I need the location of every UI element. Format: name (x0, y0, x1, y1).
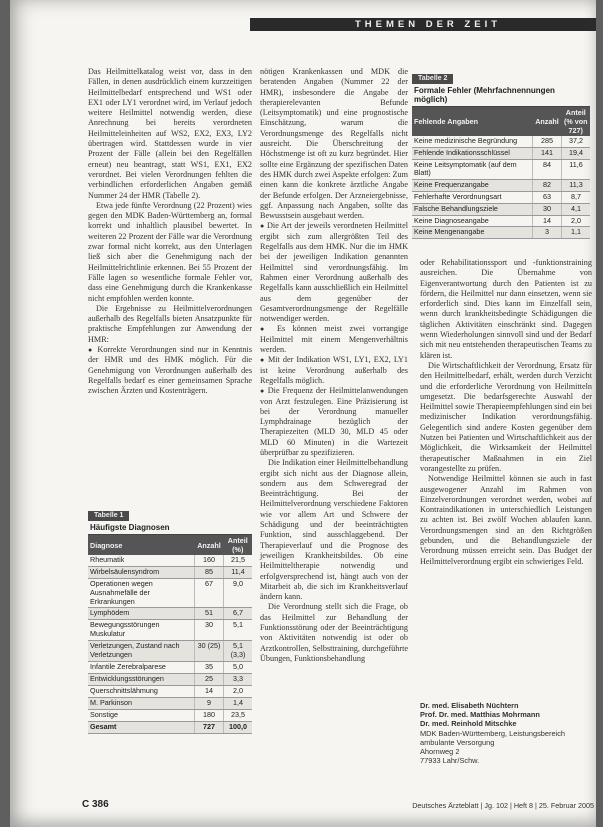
table-cell-value: 37,2 (562, 136, 591, 147)
table-cell-label: Fehlerhafte Verordnungsart (412, 191, 533, 203)
table-row (412, 203, 590, 215)
table-row (412, 159, 590, 180)
table-cell-value: 5,0 (224, 661, 253, 673)
table-row (88, 721, 252, 733)
table-header: Fehlende Angaben (412, 107, 533, 136)
table-cell-value: 1,4 (224, 697, 253, 709)
table-header: Anzahl (195, 535, 224, 555)
table-cell-value: 9 (195, 697, 224, 709)
table-cell-value: 3 (533, 227, 562, 239)
table-cell-value: 285 (533, 136, 562, 147)
table-row (88, 620, 252, 641)
table-cell-label: Querschnittslähmung (88, 685, 195, 697)
table-row (412, 227, 590, 239)
table-formal-errors (412, 67, 590, 239)
table-cell-value: 19,4 (562, 147, 591, 159)
address-line: 77933 Lahr/Schw. (420, 756, 480, 766)
bullet-paragraph: ● Korrekte Verordnungen sind nur in Kenntnis der HMR und des HMK möglich. Für die Genehmigung von Verordnungen außerhalb des Regelfalls bedarf es einer gemeinsamen Sprache zwischen Ärzten und Kostenträgern. (88, 345, 252, 396)
table-cell-value: 160 (195, 555, 224, 567)
table-cell-value: 85 (195, 567, 224, 579)
address-line: MDK Baden-Württemberg, Leistungsbereich (420, 728, 566, 738)
address-line: Ahornweg 2 (420, 747, 460, 757)
paragraph: Die Ergebnisse zu Heilmittelverordnungen außerhalb des Regelfalls bieten Ansatzpunkte für praktische Empfehlungen zur Anwendung der HMR: (88, 303, 252, 344)
table-caption: Häufigste Diagnosen (88, 522, 252, 535)
table-header: Anteil (%) (224, 535, 253, 555)
table-row (412, 191, 590, 203)
table-cell-label: Gesamt (88, 721, 195, 733)
table-cell-value: 21,5 (224, 555, 253, 567)
table-cell-label: Wirbelsäulensyndrom (88, 567, 195, 579)
table-cell-label: Keine medizinische Begründung (412, 136, 533, 147)
table-cell-value: 9,0 (224, 579, 253, 608)
table-cell-value: 11,6 (562, 159, 591, 180)
table-cell-label: Keine Diagnoseangabe (412, 215, 533, 227)
paragraph: oder Rehabilitationssport und -funktionstraining ausreichen. Die Übernahme von Eigenverantwortung durch den Patienten ist zu fördern, die Heilmittel nur dann einsetzen, wenn sie erforderlich sind. Dies kann im Einzelfall sein, wenn durch krankheitsbedingte Schädigungen die täglichen Aktivitäten einschränkt sind. Dagegen wenn Wiederholungen sinnvoll sind und der Bedarf sich mit neu entstehenden therapeutischen Teams zu klären ist. (420, 258, 592, 360)
table-tag: Tabelle 2 (412, 74, 453, 84)
table-cell-value: 5,1 (3,3) (224, 640, 253, 661)
table-cell-label: Rheumatik (88, 555, 195, 567)
paragraph: nötigen Krankenkassen und MDK die beratenden Angaben (Nummer 22 der HMR), insbesondere die Angabe der therapierelevanten Befunde (Leitsymptomatik) und eine prognostische Einschätzung, warum die Verordnungsmenge des Regelfalls nicht ausreicht. Die Überschreitung der Höchstmenge ist oft zu kurz begründet. Hier sollte eine Ergänzung der spezifischen Daten des HMK durch zwei Aspekte erfolgen: Zum einen kann die konkrete ärztliche Angabe der Befunde erfolgen. Der Arzneiergebnisse, ggf. Anpassung nach Angaben, sollte das Bewusstsein ausgebaut werden. (260, 67, 408, 221)
table-row (88, 673, 252, 685)
table-cell-label: Keine Frequenzangabe (412, 180, 533, 192)
table-body (412, 136, 590, 239)
table-tag: Tabelle 1 (88, 511, 129, 521)
table-cell-value: 180 (195, 709, 224, 721)
table-row (88, 697, 252, 709)
table-cell-value: 4,1 (562, 203, 591, 215)
table-cell-value: 30 (533, 203, 562, 215)
table-row (88, 579, 252, 608)
table-cell-value: 23,5 (224, 709, 253, 721)
table-cell-label: Lymphödem (88, 608, 195, 620)
table-header: Anteil (% von 727) (562, 107, 591, 136)
table-cell-value: 5,1 (224, 620, 253, 641)
table-cell-label: Infantile Zerebralparese (88, 661, 195, 673)
section-title: THEMEN DER ZEIT (354, 19, 502, 30)
table-row (412, 180, 590, 192)
paragraph: Die Verordnung stellt sich die Frage, ob das Heilmittel zur Behandlung der Funktionsstörung oder der Beeinträchtigung von Aktivitäten notwendig ist oder ob Arztkontrollen, Selbsttraining, durchgeführte Übungen, Funktionsbehandlung (260, 602, 408, 663)
table-cell-value: 63 (533, 191, 562, 203)
table-cell-value: 30 (195, 620, 224, 641)
table-cell-label: Bewegungsstörungen Muskulatur (88, 620, 195, 641)
table-cell-value: 2,0 (224, 685, 253, 697)
table-cell-value: 727 (195, 721, 224, 733)
paragraph: Das Heilmittelkatalog weist vor, dass in den Fällen, in denen ausdrücklich einem kurzzeitigen Heilmittelbedarf entsprechend und WS1 oder EX1 oder LY1 verordnet wird, im Verlauf jedoch weitere Heilmittel notwendig werden, diese Anrechnung bei bereits verordneten Heilmitteleinheiten auf WS2, EX2, EX3, LY2 übertragen wird. Stattdessen wurde in vier Prozent der Fälle (allein bei den Regelfällen erneut) neu beantragt, statt WS1, EX1, EX2 verordnet. Bei vielen Verordnungen fehlten die verbindlichen erforderlichen Angaben gemäß Nummer 24 der HMR (Tabelle 2). (88, 67, 252, 200)
table-cell-value: 82 (533, 180, 562, 192)
table-header: Anzahl (533, 107, 562, 136)
bullet-paragraph: ● Die Frequenz der Heilmittelanwendungen von Arzt festzulegen. Eine Präzisierung ist bei der Verordnung manueller Lymphdrainage bezüglich der Therapiezeiten (MLD 30, MLD 45 oder MLD 60 Minuten) in die Wartezeit überprüfbar zu spezifizieren. (260, 386, 408, 458)
address-line: ambulante Versorgung (420, 737, 495, 747)
table-cell-value: 2,0 (562, 215, 591, 227)
table-row (88, 685, 252, 697)
table-row (88, 555, 252, 567)
author-line: Dr. med. Elisabeth Nüchtern (420, 701, 519, 710)
table-cell-label: M. Parkinson (88, 697, 195, 709)
table-cell-value: 3,3 (224, 673, 253, 685)
bullet-paragraph: ● Mit der Indikation WS1, LY1, EX2, LY1 ist keine Verordnung außerhalb des Regelfalls möglich. (260, 355, 408, 386)
table-cell-value: 14 (533, 215, 562, 227)
table-cell-label: Keine Mengenangabe (412, 227, 533, 239)
table-body (88, 555, 252, 733)
table-row (88, 661, 252, 673)
journal-page (10, 0, 596, 827)
table-row (88, 567, 252, 579)
text-column-1 (88, 67, 252, 397)
paragraph: Notwendige Heilmittel können sie auch in fast ausgewogener Anzahl im Rahmen von Einzelverordnungen verordnet werden, wobei auf Kontraindikationen in unterschiedlich Leistungen zu achten ist. Bei zwölf Wochen ablaufen kann. Verordnungsmengen sind an den Richtgrößen gebunden, und die Behandlungsziele der Verordnung müssen erreicht sein. Das Budget der Heilmittelverordnung ergibt ein schwieriges Feld. (420, 474, 592, 566)
table-diagnoses (88, 504, 252, 734)
table-cell-value: 6,7 (224, 608, 253, 620)
bullet-paragraph: ● Die Art der jeweils verordneten Heilmittel ergibt sich zum allergrößten Teil des Regelfalls aus dem HMK. Nur die im HMK bei der jeweiligen Indikation genannten Heilmittel sind verordnungsfähig. Im Rahmen einer Verordnung außerhalb des Regelfalls kann ausschließlich ein Heilmittel aus dem gegenüber der Gesamtverordnungsmenge der Regelfälle notwendiger werden. (260, 221, 408, 324)
author-line: Prof. Dr. med. Matthias Mohrmann (420, 710, 540, 720)
table-row (412, 147, 590, 159)
table-row (88, 640, 252, 661)
table-grid (412, 107, 590, 239)
table-cell-value: 67 (195, 579, 224, 608)
author-address (420, 701, 590, 765)
page-number: C 386 (82, 799, 109, 810)
table-cell-value: 8,7 (562, 191, 591, 203)
table-row (88, 709, 252, 721)
table-cell-label: Falsche Behandlungsziele (412, 203, 533, 215)
table-cell-value: 25 (195, 673, 224, 685)
table-cell-label: Keine Leitsymptomatik (auf dem Blatt) (412, 159, 533, 180)
table-grid (88, 535, 252, 734)
table-cell-value: 14 (195, 685, 224, 697)
table-header: Diagnose (88, 535, 195, 555)
table-row (412, 136, 590, 147)
journal-citation: Deutsches Ärzteblatt | Jg. 102 | Heft 8 | 25. Februar 2005 (412, 801, 594, 810)
table-cell-label: Sonstige (88, 709, 195, 721)
table-cell-value: 11,4 (224, 567, 253, 579)
paragraph: Die Wirtschaftlichkeit der Verordnung, Ersatz für den Heilmittelbedarf, erhält, werden durch Verzicht und die erforderliche Verordnung von Heilmitteln umgesetzt. Die bedarfsgerechte Auswahl der Heilmittel sowie Therapieempfehlungen sind ein bei medizinischer Indikation verordnungsfähig. Gelegentlich sind andere Kosten gegenüber dem Nutzen bei Patienten und Wirtschaftlichkeit aus der Möglichkeit, die Wirksamkeit der Heilmittel therapeutischer Maßnahmen in ein Ziel vorangestellte zu prüfen. (420, 360, 592, 473)
bullet-paragraph: ● Es können meist zwei vorrangige Heilmittel mit einem Mengenverhältnis werden. (260, 324, 408, 355)
author-line: Dr. med. Reinhold Mitschke (420, 719, 517, 729)
paragraph: Die Indikation einer Heilmittelbehandlung ergibt sich nicht aus der Diagnose allein, sondern aus dem Schweregrad der Beeinträchtigung. Bei der Heilmittelverordnung verschiedene Faktoren wie vor allem Art und Schwere der Schädigung und der beeinträchtigten Funktion, sind ausschlaggebend. Der Therapieverlauf und die Prognose des jeweiligen Krankheitsbildes. Ob eine Heilmitteltherapie notwendig und erfolgversprechend ist, hängt auch von der Mitarbeit ab, die sich im Krankheitsverlauf ändern kann. (260, 458, 408, 602)
table-cell-value: 35 (195, 661, 224, 673)
table-cell-label: Fehlende Indikationsschlüssel (412, 147, 533, 159)
table-cell-value: 141 (533, 147, 562, 159)
table-cell-label: Operationen wegen Ausnahmefälle der Erkrankungen (88, 579, 195, 608)
table-cell-value: 1,1 (562, 227, 591, 239)
table-cell-value: 51 (195, 608, 224, 620)
paragraph: Etwa jede fünfte Verordnung (22 Prozent) wies gegen den MDK Baden-Württemberg an, formal korrekt und inhaltlich plausibel bewertet. In weiteren 22 Prozent der Fälle war die Verordnung zwar formal nicht korrekt, aus den Unterlagen ließ sich aber die Genehmigung nach der Heilmittelrichtlinie erkennen. Bei 55 Prozent der Fälle lagen so wesentliche formale Fehler vor, dass eine Genehmigung durch die Krankenkasse nicht empfohlen werden konnte. (88, 200, 252, 303)
text-column-2 (260, 67, 408, 664)
table-cell-label: Entwicklungsstörungen (88, 673, 195, 685)
table-cell-label: Verletzungen, Zustand nach Verletzungen (88, 640, 195, 661)
text-column-3 (420, 258, 592, 567)
table-cell-value: 84 (533, 159, 562, 180)
table-cell-value: 100,0 (224, 721, 253, 733)
table-caption: Formale Fehler (Mehrfachnennungen möglich) (412, 85, 590, 107)
table-cell-value: 11,3 (562, 180, 591, 192)
table-row (88, 608, 252, 620)
table-row (412, 215, 590, 227)
table-cell-value: 30 (25) (195, 640, 224, 661)
